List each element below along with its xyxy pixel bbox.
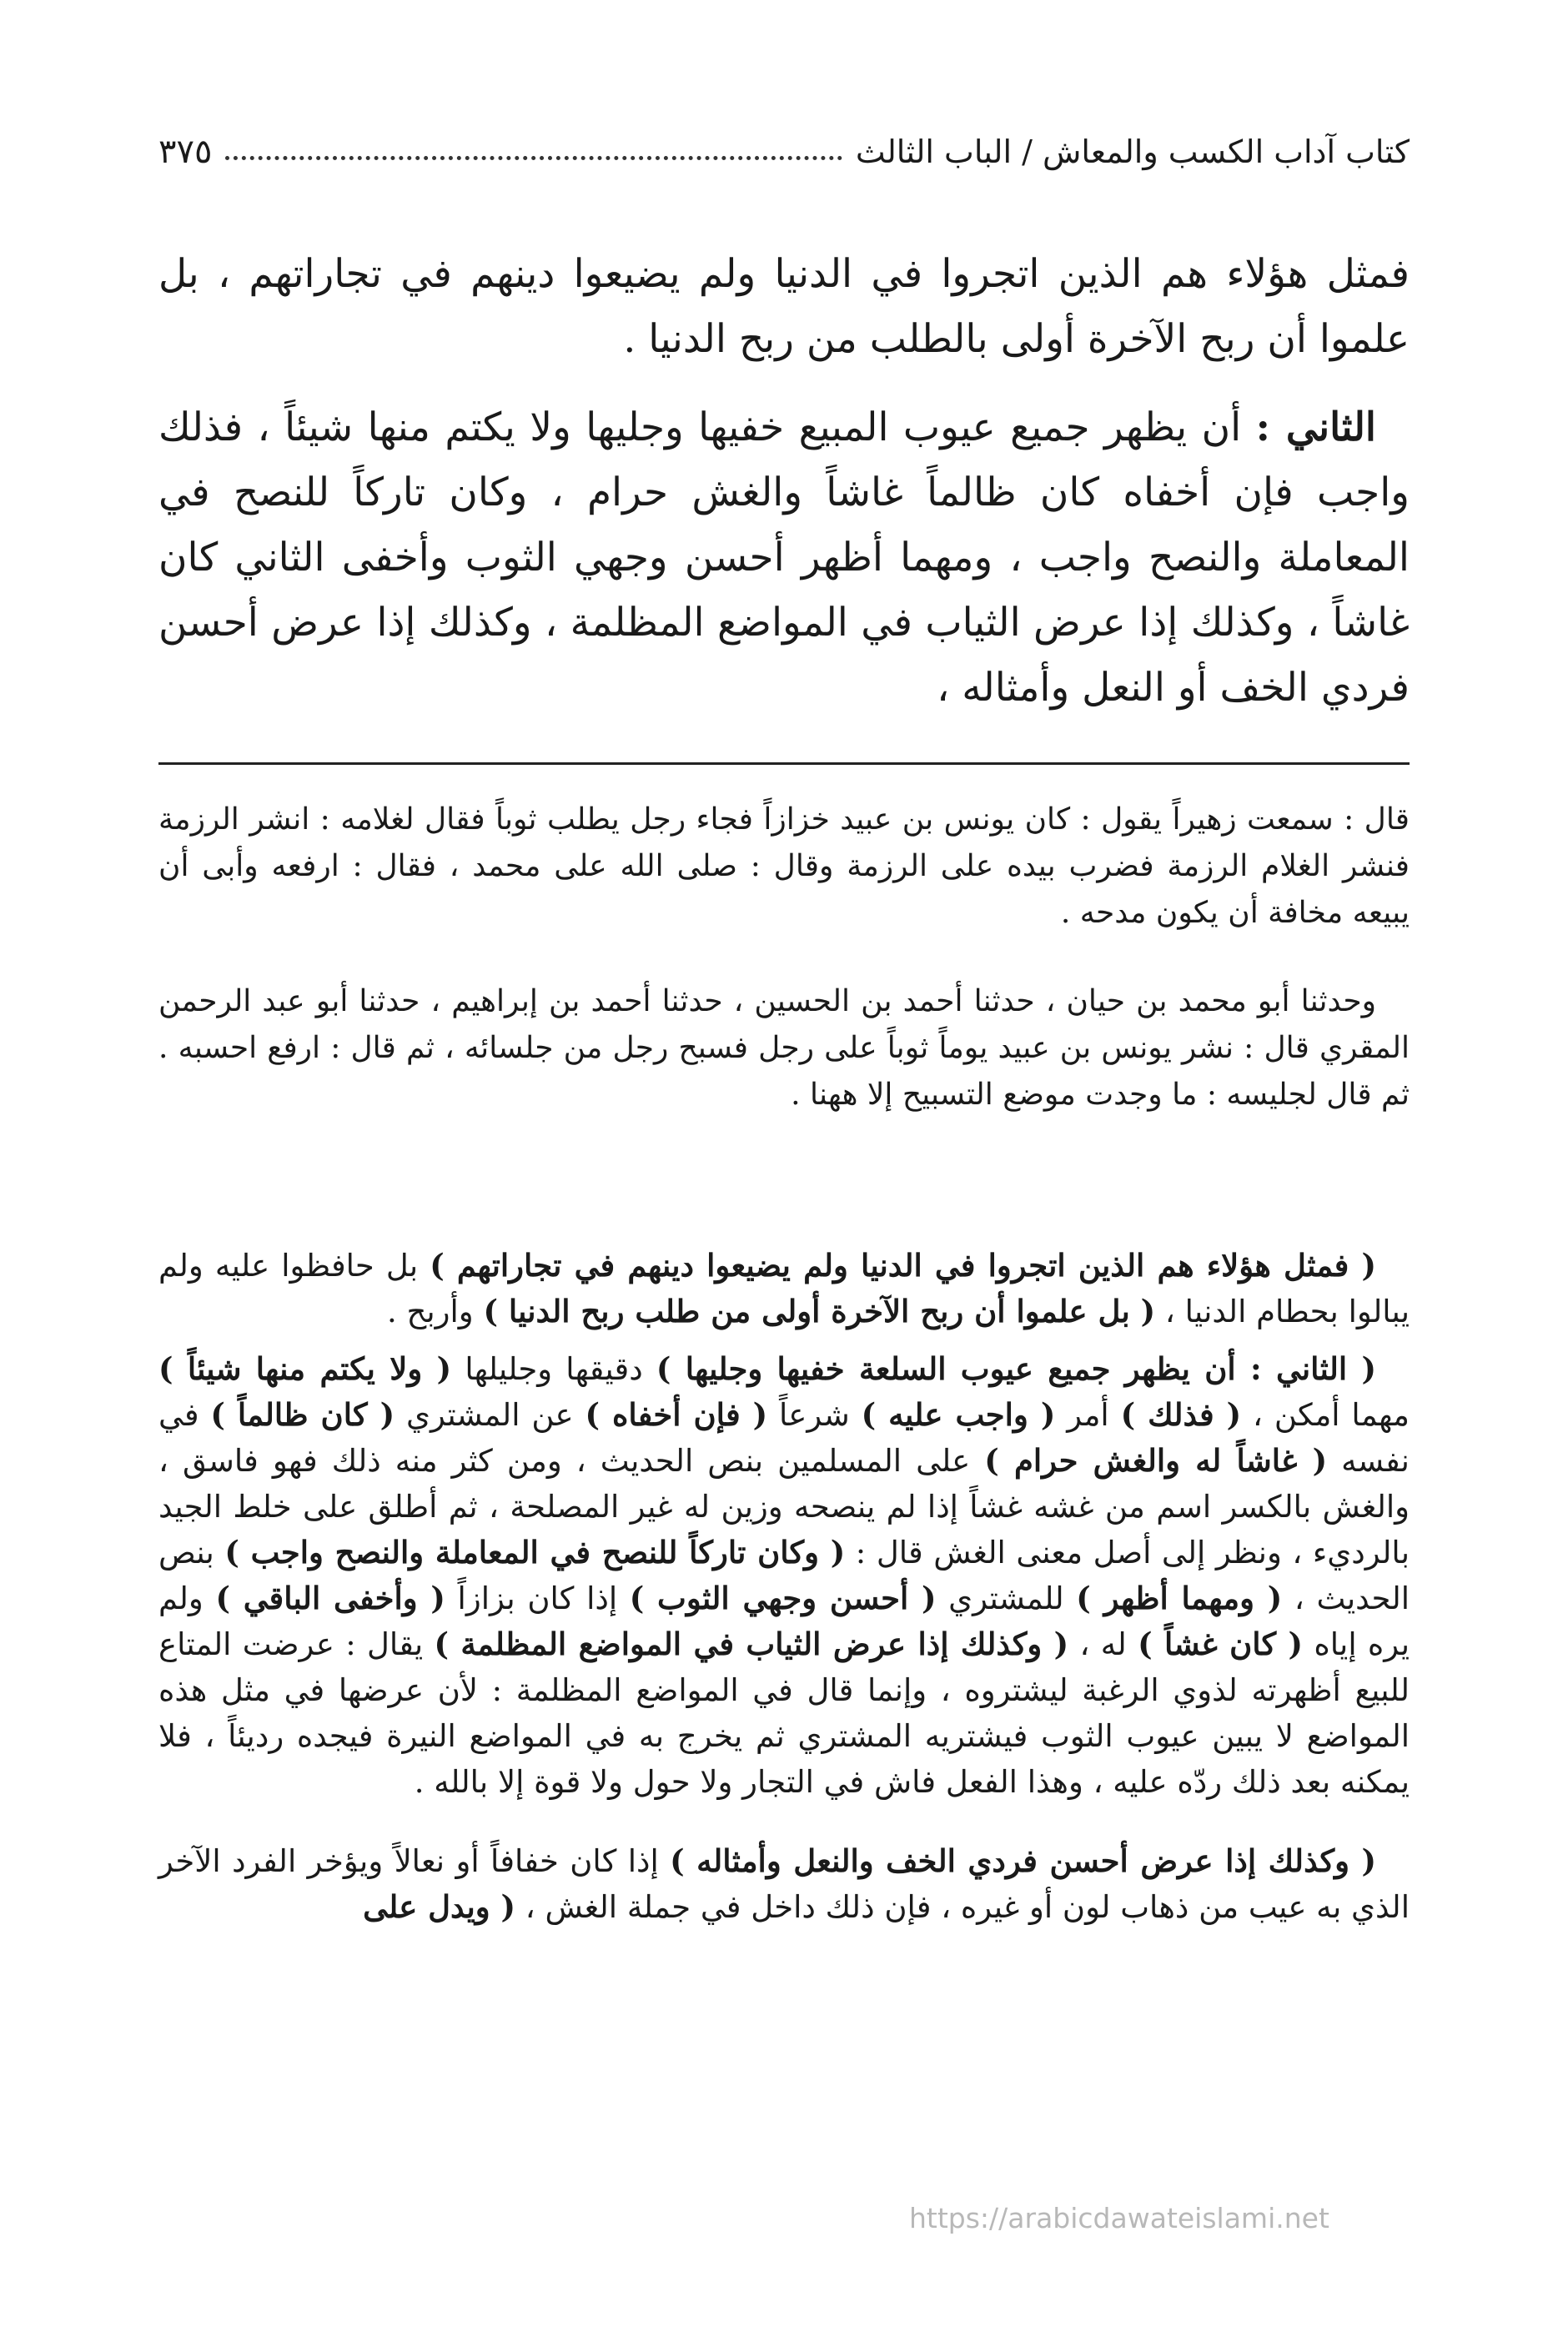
quoted-text: ( فإن أخفاه ) (585, 1396, 768, 1433)
watermark-url: https://arabicdawateislami.net (909, 2202, 1329, 2234)
quoted-text: ( فذلك ) (1120, 1396, 1242, 1433)
commentary-text: للمشتري (936, 1581, 1077, 1616)
commentary-paragraph (158, 1243, 1410, 1334)
commentary-text: وأربح . (386, 1294, 484, 1329)
commentary-text: شرعاً (767, 1397, 862, 1433)
footnote-divider (158, 762, 1410, 765)
commentary-paragraph (158, 1346, 1410, 1805)
quoted-text: ( الثاني : أن يظهر جميع عيوب السلعة خفيها وجليها ) (656, 1350, 1377, 1387)
main-paragraph: فمثل هؤلاء هم الذين اتجروا في الدنيا ولم يضيعوا دينهم في تجاراتهم ، بل علموا أن ربح الآخرة أولى بالطلب من ربح الدنيا . (158, 251, 1410, 362)
section-lead: الثاني : (1255, 405, 1376, 450)
quoted-text: ( كان غشاً ) (1138, 1626, 1304, 1662)
quoted-text: ( ولا يكتم منها شيئاً ) (158, 1350, 452, 1387)
commentary-text: يقال : عرضت المتاع للبيع أظهرته لذوي الرغبة ليشتروه ، وإنما قال في المواضع المظلمة : لأن عرضها في مثل هذه المواضع لا يبين عيوب الثوب فيشتريه المشتري ثم يخرج به في المواضع النيرة فيجده رديئاً ، فلا يمكنه بعد ذلك ردّه عليه ، وهذا الفعل فاش في التجار ولا حول ولا قوة إلا بالله . (158, 1626, 1410, 1800)
main-paragraph-text: أن يظهر جميع عيوب المبيع خفيها وجليها ولا يكتم منها شيئاً ، فذلك واجب فإن أخفاه كان ظالماً غاشاً والغش حرام ، وكان تاركاً للنصح في المعاملة والنصح واجب ، ومهما أظهر أحسن وجهي الثوب وأخفى الثاني كان غاشاً ، وكذلك إذا عرض الثياب في المواضع المظلمة ، وكذلك إذا عرض أحسن فردي الخف أو النعل وأمثاله ، (158, 405, 1410, 711)
commentary-text: في نفسه (158, 1397, 1410, 1479)
quoted-text: ( ويدل على (363, 1888, 516, 1925)
footnote-paragraph: قال : سمعت زهيراً يقول : كان يونس بن عبيد خزازاً فجاء رجل يطلب ثوباً فقال لغلامه : انشر الرزمة فنشر الغلام الرزمة فضرب بيده على الرزمة وقال : صلى الله على محمد ، فقال : ارفعه وأبى أن يبيعه مخافة أن يكون مدحه . (158, 802, 1410, 930)
commentary-text: له ، (1068, 1626, 1138, 1662)
commentary-text: دقيقها وجليلها (451, 1351, 656, 1387)
running-title: كتاب آداب الكسب والمعاش / الباب الثالث (855, 133, 1410, 170)
quoted-text: ( ومهما أظهر ) (1076, 1580, 1283, 1616)
quoted-text: ( وكذلك إذا عرض الثياب في المواضع المظلمة ) (434, 1626, 1069, 1662)
commentary-text: إذا كان خفافاً أو نعالاً ويؤخر الفرد الآخر الذي به عيب من ذهاب لون أو غيره ، فإن ذلك داخل في جملة الغش ، (158, 1843, 1410, 1925)
quoted-text: ( كان ظالماً ) (210, 1396, 395, 1433)
main-text (158, 242, 1410, 721)
page-number: ٣٧٥ (158, 133, 213, 171)
commentary-text: مهما أمكن ، (1241, 1397, 1410, 1433)
commentary-text: بل حافظوا عليه ولم يبالوا بحطام الدنيا ، (158, 1248, 1410, 1329)
quoted-text: ( فمثل هؤلاء هم الذين اتجروا في الدنيا ولم يضيعوا دينهم في تجاراتهم ) (430, 1247, 1376, 1284)
quoted-text: ( بل علموا أن ربح الآخرة أولى من طلب ربح الدنيا ) (483, 1293, 1156, 1329)
commentary-text: عن المشتري (395, 1397, 585, 1433)
quoted-text: ( وكذلك إذا عرض أحسن فردي الخف والنعل وأمثاله ) (670, 1842, 1377, 1879)
commentary (158, 1243, 1410, 1930)
quoted-text: ( وأخفى الباقي ) (215, 1580, 445, 1616)
footnote-paragraph: وحدثنا أبو محمد بن حيان ، حدثنا أحمد بن الحسين ، حدثنا أحمد بن إبراهيم ، حدثنا أبو عبد الرحمن المقري قال : نشر يونس بن عبيد يوماً ثوباً على رجل فسبح رجل من جلسائه ، ثم قال : ارفع احسبه . ثم قال لجليسه : ما وجدت موضع التسبيح إلا ههنا . (158, 984, 1410, 1112)
commentary-text: إذا كان بزازاً (445, 1581, 630, 1616)
quoted-text: ( واجب عليه ) (861, 1396, 1056, 1433)
commentary-paragraph (158, 1838, 1410, 1930)
page-header (158, 127, 1410, 177)
commentary-text: ولم يره إياه (158, 1581, 1410, 1662)
quoted-text: ( وكان تاركاً للنصح في المعاملة والنصح واجب ) (224, 1534, 846, 1571)
footnotes (158, 797, 1410, 1118)
main-paragraph (158, 395, 1410, 721)
commentary-text: على المسلمين بنص الحديث ، ومن كثر منه ذلك فهو فاسق ، والغش بالكسر اسم من غشه غشاً إذا لم ينصحه وزين له غير المصلحة ، ثم أطلق على خلط الجيد بالرديء ، ونظر إلى أصل معنى الغش قال : (158, 1443, 1410, 1571)
header-dot-leader (225, 156, 842, 160)
commentary-text: بنص الحديث ، (158, 1535, 1410, 1616)
quoted-text: ( غاشاً له والغش حرام ) (984, 1442, 1328, 1479)
commentary-text: أمر (1055, 1397, 1121, 1433)
quoted-text: ( أحسن وجهي الثوب ) (629, 1580, 937, 1616)
